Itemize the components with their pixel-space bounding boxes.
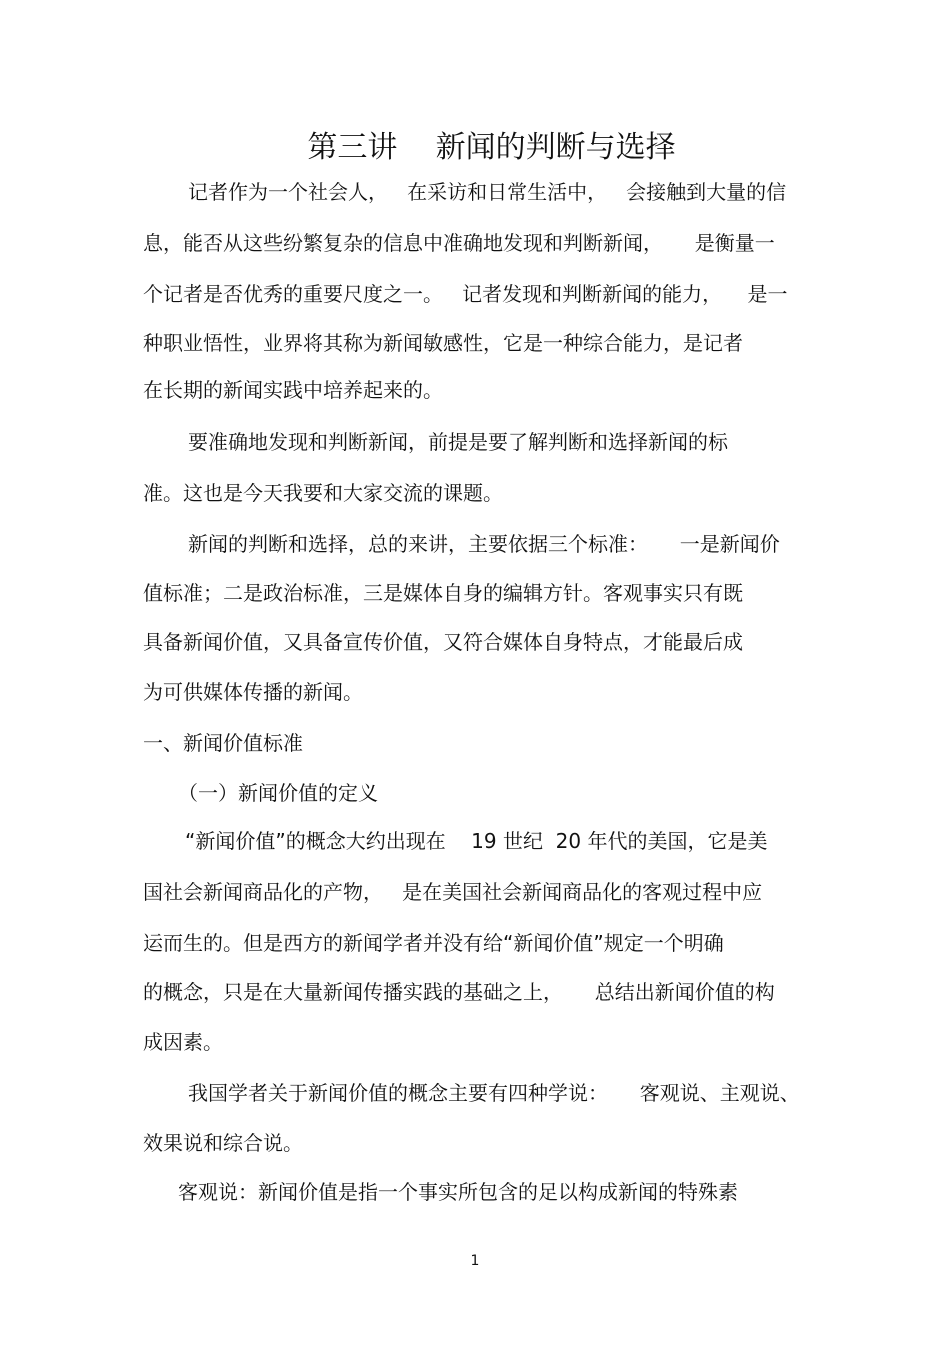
body-line: 在长期的新闻实践中培养起来的。 [143,378,443,402]
body-line: 个记者是否优秀的重要尺度之一。 记者发现和判断新闻的能力， 是一 [143,282,788,306]
body-line: 为可供媒体传播的新闻。 [143,680,363,704]
body-line: 记者作为一个社会人， 在采访和日常生活中， 会接触到大量的信 [188,180,787,204]
body-line: 客观说：新闻价值是指一个事实所包含的足以构成新闻的特殊素 [178,1180,738,1204]
body-line: 新闻的判断和选择，总的来讲，主要依据三个标准： 一是新闻价 [188,532,780,556]
body-line: 息，能否从这些纷繁复杂的信息中准确地发现和判断新闻， 是衡量一 [143,231,775,255]
body-line: 值标准；二是政治标准，三是媒体自身的编辑方针。客观事实只有既 [143,581,743,605]
subsection-heading: （一）新闻价值的定义 [178,781,378,805]
body-line: 我国学者关于新闻价值的概念主要有四种学说： 客观说、主观说、 [188,1081,800,1105]
body-line: 要准确地发现和判断新闻，前提是要了解判断和选择新闻的标 [188,430,728,454]
body-line: 效果说和综合说。 [143,1131,303,1155]
page-title: 第三讲 新闻的判断与选择 [307,130,676,165]
body-line: 的概念，只是在大量新闻传播实践的基础之上， 总结出新闻价值的构 [143,980,775,1004]
body-line: 运而生的。但是西方的新闻学者并没有给“新闻价值”规定一个明确 [143,931,724,955]
page-number: 1 [470,1253,480,1269]
body-line: 具备新闻价值，又具备宣传价值，又符合媒体自身特点，才能最后成 [143,630,743,654]
body-line: 国社会新闻商品化的产物， 是在美国社会新闻商品化的客观过程中应 [143,880,763,904]
body-line: 种职业悟性，业界将其称为新闻敏感性，它是一种综合能力，是记者 [143,331,743,355]
body-line: 准。这也是今天我要和大家交流的课题。 [143,481,503,505]
section-heading: 一、新闻价值标准 [143,731,303,755]
body-line: “新闻价值”的概念大约出现在 19 世纪 20 年代的美国，它是美 [185,829,768,853]
body-line: 成因素。 [143,1030,223,1054]
